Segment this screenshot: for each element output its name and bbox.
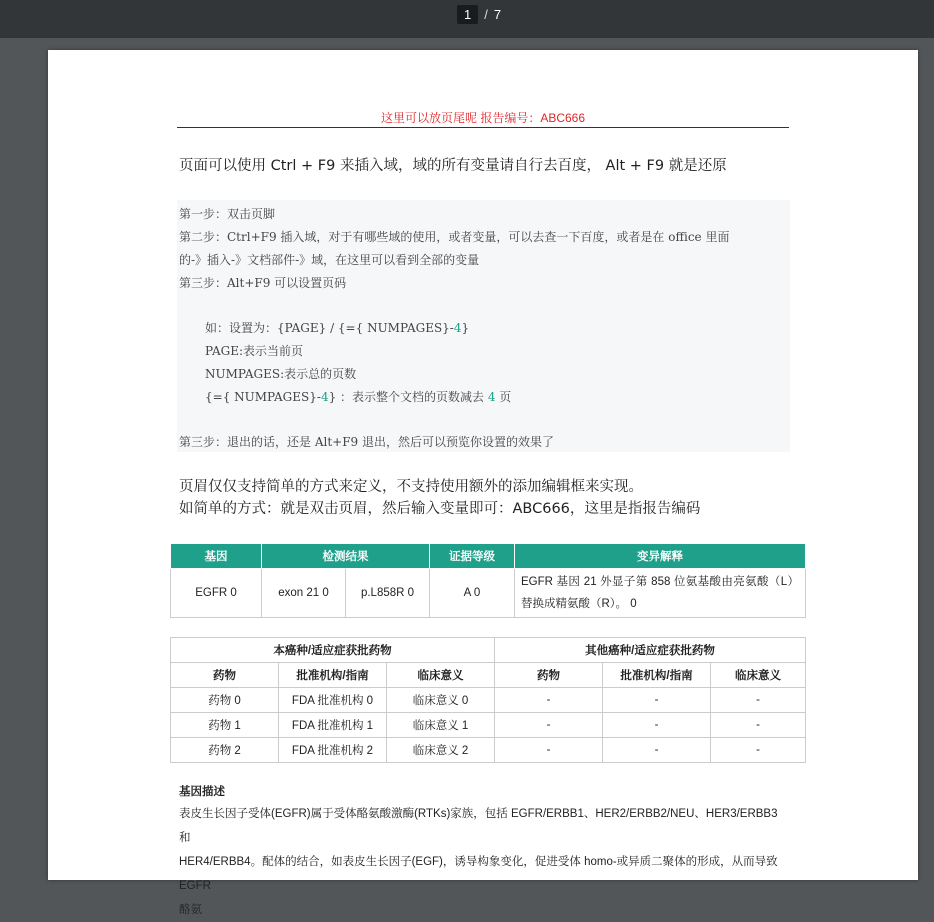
drug-table-group-header	[171, 638, 806, 663]
col-significance-other: 临床意义	[711, 663, 806, 688]
example-number: 4	[453, 321, 462, 335]
cell: 药物 0	[171, 688, 279, 713]
step-2-line-1: 第二步：Ctrl+F9 插入域，对于有哪些域的使用，或者变量，可以去查一下百度，或者是在 office 里面	[179, 230, 730, 244]
expr-mid: } ：表示整个文档的页数减去	[328, 390, 488, 404]
step-3: 第三步：Alt+F9 可以设置页码	[179, 276, 347, 290]
document-page	[48, 50, 918, 916]
cell: 药物 2	[171, 738, 279, 763]
cell: -	[711, 713, 806, 738]
cell: FDA 批准机构 0	[279, 688, 387, 713]
expr-prefix: {={ NUMPAGES}-	[205, 390, 321, 404]
cell: 临床意义 0	[387, 688, 495, 713]
drug-table	[170, 637, 806, 763]
col-result: 检测结果	[262, 544, 430, 569]
table-row	[171, 738, 806, 763]
cell: -	[495, 738, 603, 763]
header-note-line-1: 页眉仅仅支持简单的方式来定义，不支持使用额外的添加编辑框来实现。	[179, 479, 643, 495]
col-drug: 药物	[171, 663, 279, 688]
variant-table-header	[171, 544, 806, 569]
cell: -	[711, 688, 806, 713]
col-significance: 临床意义	[387, 663, 495, 688]
cell-level: A 0	[430, 569, 515, 618]
cell: 临床意义 1	[387, 713, 495, 738]
table-row	[171, 569, 806, 618]
instructions-block	[177, 200, 790, 452]
col-gene: 基因	[171, 544, 262, 569]
gene-description-title: 基因描述	[179, 786, 225, 798]
step-2-line-2: 的-》插入-》文档部件-》域，在这里可以看到全部的变量	[179, 253, 480, 267]
cell: -	[711, 738, 806, 763]
gene-desc-line-3: 酪氨	[179, 904, 202, 916]
group-this-cancer: 本癌种/适应症获批药物	[171, 638, 495, 663]
expr-number-2: 4	[487, 390, 496, 404]
cell: -	[495, 713, 603, 738]
cell: -	[495, 688, 603, 713]
gene-desc-line-1: 表皮生长因子受体(EGFR)属于受体酪氨酸激酶(RTKs)家族，包括 EGFR/ERBB1、HER2/ERBB2/NEU、HER3/ERBB3 和	[179, 808, 778, 844]
cell-protein: p.L858R 0	[346, 569, 430, 618]
table-row	[171, 713, 806, 738]
example-prefix: 如：设置为：{PAGE} / {={ NUMPAGES}-	[205, 321, 454, 335]
exit-step: 第三步：退出的话，还是 Alt+F9 退出，然后可以预览你设置的效果了	[179, 435, 554, 449]
variant-table	[170, 543, 806, 618]
cell-gene: EGFR 0	[171, 569, 262, 618]
col-drug-other: 药物	[495, 663, 603, 688]
expr-number: 4	[320, 390, 329, 404]
page-indicator	[457, 5, 501, 24]
drug-table-col-header	[171, 663, 806, 688]
col-level: 证据等级	[430, 544, 515, 569]
step-1: 第一步：双击页脚	[179, 207, 276, 221]
current-page-input[interactable]: 1	[457, 5, 478, 24]
example-suffix: }	[461, 321, 470, 335]
cell: 临床意义 2	[387, 738, 495, 763]
page-description: PAGE:表示当前页	[205, 344, 304, 358]
cell: FDA 批准机构 1	[279, 713, 387, 738]
page-separator: /	[484, 7, 488, 22]
cell-exon: exon 21 0	[262, 569, 346, 618]
expression-line	[205, 388, 511, 405]
expr-suffix: 页	[495, 390, 512, 404]
table-row	[171, 688, 806, 713]
page-header: 这里可以放页尾呢 报告编号：ABC666	[177, 109, 789, 128]
example-line	[205, 319, 469, 336]
cell: -	[603, 738, 711, 763]
cell: -	[603, 688, 711, 713]
col-interpretation: 变异解释	[515, 544, 806, 569]
intro-text: 页面可以使用 Ctrl + F9 来插入域，域的所有变量请自行去百度， Alt + F9 就是还原	[179, 158, 727, 174]
group-other-cancer: 其他癌种/适应症获批药物	[495, 638, 806, 663]
numpages-description: NUMPAGES:表示总的页数	[205, 367, 357, 381]
cell-desc: EGFR 基因 21 外显子第 858 位氨基酸由亮氨酸（L）替换成精氨酸（R）。 0	[515, 569, 806, 618]
header-note-line-2: 如简单的方式：就是双击页眉，然后输入变量即可：ABC666，这里是指报告编码	[179, 501, 701, 517]
gene-description	[179, 802, 791, 922]
cell: FDA 批准机构 2	[279, 738, 387, 763]
col-authority: 批准机构/指南	[279, 663, 387, 688]
cell: -	[603, 713, 711, 738]
cell: 药物 1	[171, 713, 279, 738]
pdf-toolbar	[0, 0, 934, 38]
col-authority-other: 批准机构/指南	[603, 663, 711, 688]
gene-desc-line-2: HER4/ERBB4。配体的结合，如表皮生长因子(EGF)，诱导构象变化，促进受体 homo-或异质二聚体的形成，从而导致 EGFR	[179, 856, 778, 892]
total-pages: 7	[493, 7, 502, 22]
